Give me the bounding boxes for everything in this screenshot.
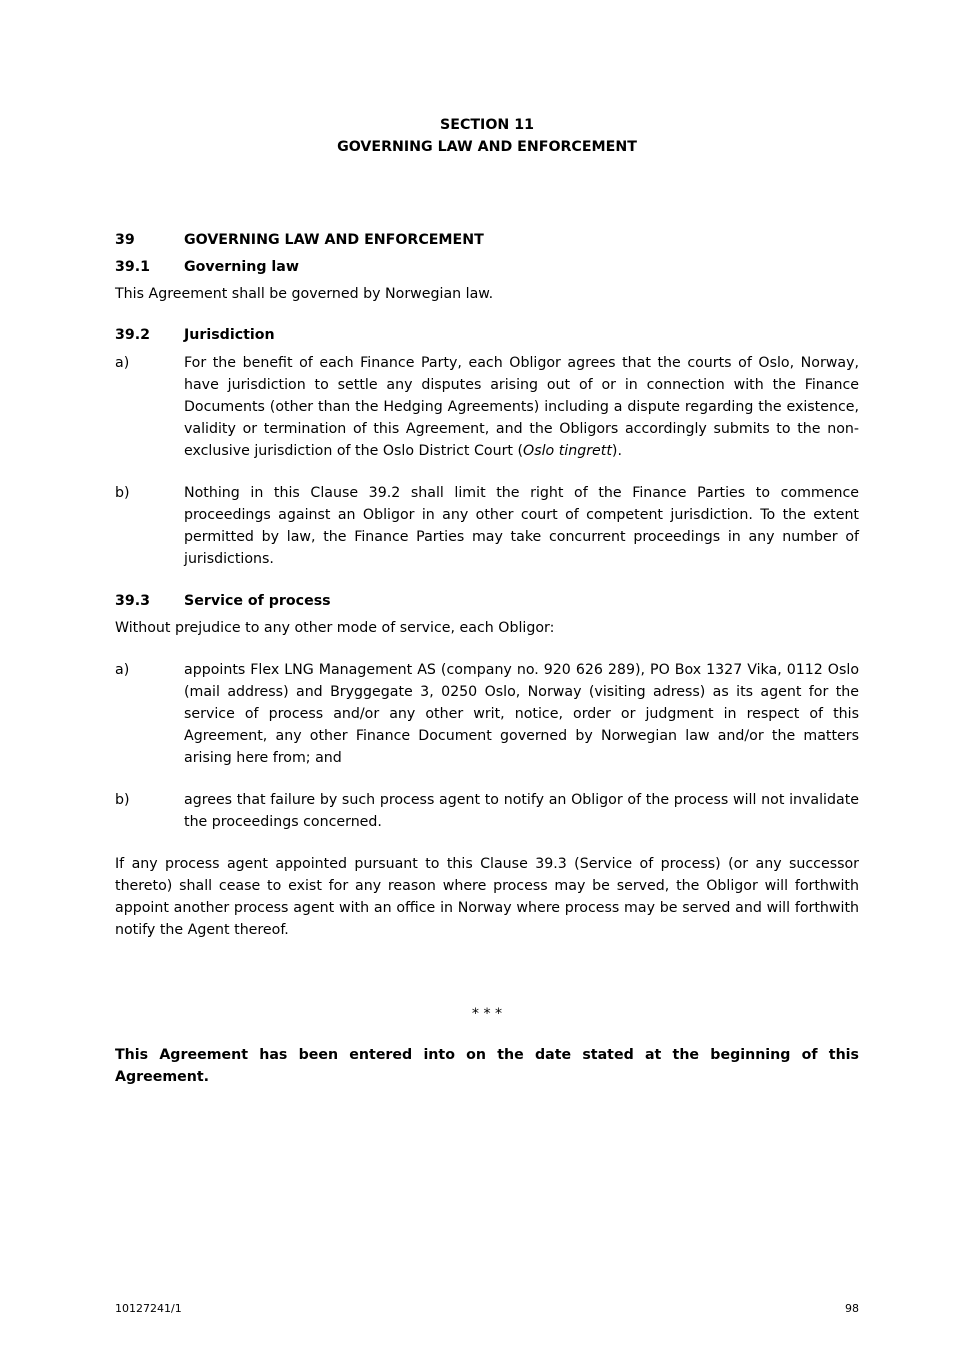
clause-39-3-closing: If any process agent appointed pursuant to this Clause 39.3 (Service of process) (or any successor thereto) shall cease to exist for any reason where process may be served, the Obligor will forthwith appoint another process agent with an office in Norway where process may be served and will forthwith notify the Agent thereof.: [115, 856, 859, 938]
document-reference: 10127241/1: [115, 1302, 182, 1315]
separator: * * *: [471, 1006, 503, 1022]
section-heading: [115, 114, 859, 158]
list-text: appoints Flex LNG Management AS (company no. 920 626 289), PO Box 1327 Vika, 0112 Oslo (mail address) and Bryggegate 3, 0250 Oslo, Norway (visiting adress) as its agent for the service of process and/or any other writ, notice, order or judgment in respect of this Agreement, any other Finance Document governed by Norwegian law and/or the matters arising here from; and: [184, 662, 859, 766]
list-label: b): [115, 485, 130, 501]
section-title: GOVERNING LAW AND ENFORCEMENT: [337, 139, 637, 155]
clause-39-2-a: [115, 352, 859, 462]
list-text-part: ).: [611, 443, 622, 459]
clause-number: 39.3: [115, 593, 151, 609]
list-text: Nothing in this Clause 39.2 shall limit the right of the Finance Parties to commence proceedings against an Obligor in any other court of competent jurisdiction. To the extent permitted by law, the Finance Parties may take concurrent proceedings in any number of jurisdictions.: [184, 485, 859, 567]
court-name-italic: Oslo tingrett: [523, 443, 612, 459]
execution-statement: This Agreement has been entered into on the date stated at the beginning of this Agreement.: [115, 1047, 859, 1085]
clause-number: 39.2: [115, 327, 151, 343]
list-text: [184, 352, 859, 462]
clause-39-heading: [115, 229, 859, 251]
clause-39-2-b: [115, 482, 859, 570]
list-label: b): [115, 792, 130, 808]
clause-39-1-heading: [115, 256, 859, 278]
clause-title: Service of process: [184, 593, 331, 609]
clause-number: 39.1: [115, 259, 151, 275]
clause-title: GOVERNING LAW AND ENFORCEMENT: [184, 232, 484, 248]
clause-39-2-heading: [115, 324, 859, 346]
document-page: [115, 0, 859, 1365]
clause-39-3-intro: Without prejudice to any other mode of service, each Obligor:: [115, 620, 555, 636]
clause-39-3-b: [115, 789, 859, 833]
section-number: SECTION 11: [440, 117, 534, 133]
list-label: a): [115, 355, 130, 371]
list-text-part: For the benefit of each Finance Party, each Obligor agrees that the courts of Oslo, Norway, have jurisdiction to settle any disputes arising out of or in connection with the Finance Documents (other than the Hedging Agreements) including a dispute regarding the existence, validity or termination of this Agreement, and the Obligors accordingly submits to the non-exclusive jurisdiction of the Oslo District Court (: [184, 355, 859, 459]
page-number: 98: [845, 1302, 859, 1315]
clause-number: 39: [115, 232, 135, 248]
clause-39-1-text: This Agreement shall be governed by Norwegian law.: [115, 286, 494, 302]
clause-title: Governing law: [184, 259, 299, 275]
list-label: a): [115, 662, 130, 678]
clause-39-3-a: [115, 659, 859, 769]
clause-title: Jurisdiction: [184, 327, 275, 343]
list-text: agrees that failure by such process agent to notify an Obligor of the process will not invalidate the proceedings concerned.: [184, 792, 859, 830]
clause-39-3-heading: [115, 590, 859, 612]
